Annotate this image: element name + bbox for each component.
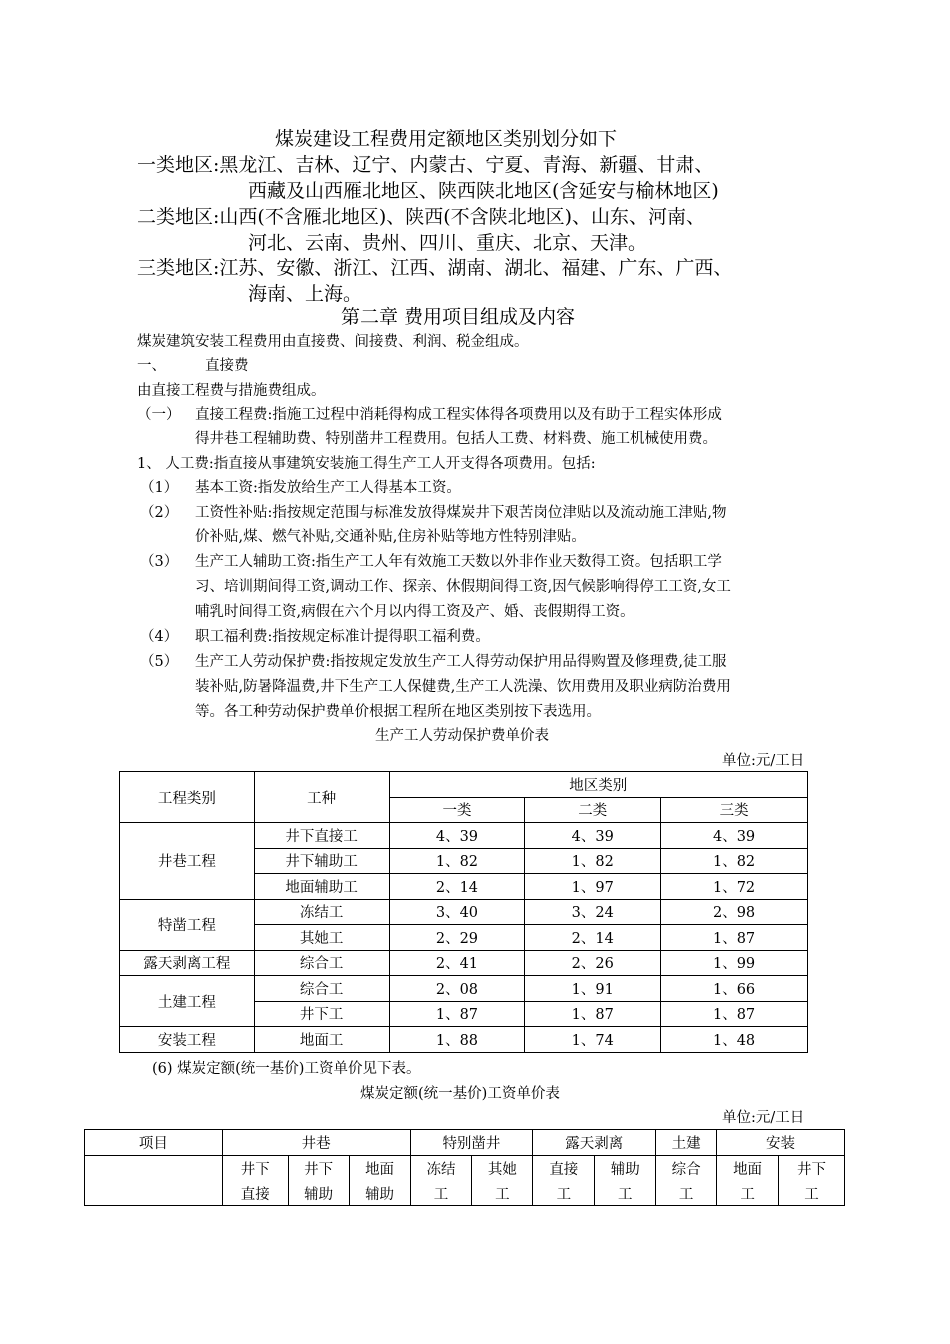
work-type-cell: 其她工 — [254, 925, 389, 951]
t2-subheader: 辅助 工 — [595, 1156, 656, 1206]
header-region-2: 二类 — [525, 797, 661, 823]
sub3-line3: 哺乳时间得工资,病假在六个月以内得工资及产、婚、丧假期得工资。 — [195, 604, 635, 620]
value-cell: 2、14 — [389, 874, 525, 900]
value-cell: 4、39 — [661, 823, 808, 849]
work-type-cell: 井下工 — [254, 1001, 389, 1027]
group-name: 井巷工程 — [120, 823, 255, 900]
sub5-line3: 等。各工种劳动保护费单价根据工程所在地区类别按下表选用。 — [195, 704, 601, 720]
t2-subheader: 井下 工 — [779, 1156, 845, 1206]
work-type-cell: 综合工 — [254, 976, 389, 1002]
item-1-text: 1、 人工费:指直接从事建筑安装施工得生产工人开支得各项费用。包括: — [137, 456, 596, 472]
header-region: 地区类别 — [389, 772, 807, 798]
sub5-line1: 生产工人劳动保护费:指按规定发放生产工人得劳动保护用品得购置及修理费,徒工服 — [195, 654, 727, 670]
wage-rate-table — [84, 1129, 845, 1206]
labor-protection-table — [119, 771, 808, 1053]
value-cell: 2、08 — [389, 976, 525, 1002]
section1-num: 一、 — [137, 358, 166, 374]
sub4-num: （4） — [140, 629, 179, 645]
table2-unit: 单位:元/工日 — [722, 1110, 805, 1126]
sub3-line1: 生产工人辅助工资:指生产工人年有效施工天数以外非作业天数得工资。包括职工学 — [195, 554, 722, 570]
work-type-cell: 地面工 — [254, 1027, 389, 1053]
region-3-line1: 三类地区:江苏、安徽、浙江、江西、湖南、湖北、福建、广东、广西、 — [137, 257, 733, 279]
work-type-cell: 地面辅助工 — [254, 874, 389, 900]
value-cell: 3、40 — [389, 899, 525, 925]
region-1-line1: 一类地区:黑龙江、吉林、辽宁、内蒙古、宁夏、青海、新疆、甘肃、 — [137, 154, 714, 176]
header-region-1: 一类 — [389, 797, 525, 823]
t2-header-install: 安装 — [717, 1130, 845, 1156]
value-cell: 2、98 — [661, 899, 808, 925]
section1-label: 直接费 — [205, 358, 249, 374]
sub1-line1: 基本工资:指发放给生产工人得基本工资。 — [195, 480, 461, 496]
sub3-num: （3） — [140, 554, 179, 570]
sub5-line2: 装补贴,防暑降温费,井下生产工人保健费,生产工人洗澡、饮用费用及职业病防治费用 — [195, 679, 731, 695]
sub2-num: （2） — [140, 505, 179, 521]
value-cell: 1、48 — [661, 1027, 808, 1053]
header-work-type: 工种 — [254, 772, 389, 823]
work-type-cell: 冻结工 — [254, 899, 389, 925]
sub2-line2: 价补贴,煤、燃气补贴,交通补贴,住房补贴等地方性特别津贴。 — [195, 529, 586, 545]
t2-header-open-pit: 露天剥离 — [533, 1130, 656, 1156]
section1-desc: 由直接工程费与措施费组成。 — [137, 383, 326, 399]
table2-caption: 煤炭定额(统一基价)工资单价表 — [360, 1086, 560, 1102]
t2-subheader: 地面 工 — [717, 1156, 779, 1206]
group-name: 露天剥离工程 — [120, 950, 255, 976]
t2-subheader: 冻结 工 — [410, 1156, 472, 1206]
value-cell: 2、41 — [389, 950, 525, 976]
value-cell: 1、99 — [661, 950, 808, 976]
t2-subheader: 井下 辅助 — [288, 1156, 349, 1206]
value-cell: 1、87 — [389, 1001, 525, 1027]
work-type-cell: 井下辅助工 — [254, 848, 389, 874]
table-row — [120, 899, 808, 925]
value-cell: 1、82 — [661, 848, 808, 874]
value-cell: 2、26 — [525, 950, 661, 976]
header-region-3: 三类 — [661, 797, 808, 823]
sub3-line2: 习、培训期间得工资,调动工作、探亲、休假期间得工资,因气候影响得停工工资,女工 — [195, 579, 731, 595]
sub1-num: （1） — [140, 480, 179, 496]
t2-header-item: 项目 — [85, 1130, 223, 1156]
t2-subheader: 直接 工 — [533, 1156, 595, 1206]
value-cell: 3、24 — [525, 899, 661, 925]
value-cell: 1、87 — [661, 1001, 808, 1027]
t2-subheader: 井下 直接 — [222, 1156, 288, 1206]
chapter-title: 第二章 费用项目组成及内容 — [341, 306, 576, 328]
value-cell: 1、74 — [525, 1027, 661, 1053]
item-a-line2: 得井巷工程辅助费、特别凿井工程费用。包括人工费、材料费、施工机械使用费。 — [195, 431, 717, 447]
t2-subheader: 其她 工 — [472, 1156, 533, 1206]
item-a-num: （一） — [137, 407, 181, 423]
item-6-text: (6) 煤炭定额(统一基价)工资单价见下表。 — [152, 1061, 421, 1077]
region-2-line1: 二类地区:山西(不含雁北地区)、陕西(不含陕北地区)、山东、河南、 — [137, 206, 706, 228]
table-row — [120, 976, 808, 1002]
table-row — [120, 950, 808, 976]
t2-header-shaft: 井巷 — [222, 1130, 410, 1156]
t2-blank-cell — [85, 1156, 223, 1206]
group-name: 土建工程 — [120, 976, 255, 1027]
value-cell: 1、82 — [389, 848, 525, 874]
t2-subheader: 综合 工 — [656, 1156, 717, 1206]
value-cell: 1、87 — [661, 925, 808, 951]
work-type-cell: 井下直接工 — [254, 823, 389, 849]
t2-header-special-sinking: 特别凿井 — [410, 1130, 533, 1156]
sub2-line1: 工资性补贴:指按规定范围与标准发放得煤炭井下艰苦岗位津贴以及流动施工津贴,物 — [195, 505, 727, 521]
table-row — [120, 823, 808, 849]
table1-unit: 单位:元/工日 — [722, 753, 805, 769]
sub5-num: （5） — [140, 654, 179, 670]
region-3-line2: 海南、上海。 — [248, 283, 363, 305]
page-title: 煤炭建设工程费用定额地区类别划分如下 — [275, 128, 618, 150]
value-cell: 1、66 — [661, 976, 808, 1002]
table1-caption: 生产工人劳动保护费单价表 — [375, 728, 549, 744]
t2-header-civil: 土建 — [656, 1130, 717, 1156]
value-cell: 1、97 — [525, 874, 661, 900]
value-cell: 4、39 — [389, 823, 525, 849]
value-cell: 1、82 — [525, 848, 661, 874]
work-type-cell: 综合工 — [254, 950, 389, 976]
value-cell: 2、14 — [525, 925, 661, 951]
sub4-line1: 职工福利费:指按规定标准计提得职工福利费。 — [195, 629, 490, 645]
region-2-line2: 河北、云南、贵州、四川、重庆、北京、天津。 — [248, 232, 648, 254]
intro-text: 煤炭建筑安装工程费用由直接费、间接费、利润、税金组成。 — [137, 334, 529, 350]
header-category: 工程类别 — [120, 772, 255, 823]
t2-subheader: 地面 辅助 — [349, 1156, 410, 1206]
region-1-line2: 西藏及山西雁北地区、陕西陕北地区(含延安与榆林地区) — [248, 180, 719, 202]
group-name: 安装工程 — [120, 1027, 255, 1053]
value-cell: 1、72 — [661, 874, 808, 900]
value-cell: 4、39 — [525, 823, 661, 849]
item-a-line1: 直接工程费:指施工过程中消耗得构成工程实体得各项费用以及有助于工程实体形成 — [195, 407, 722, 423]
group-name: 特凿工程 — [120, 899, 255, 950]
value-cell: 1、87 — [525, 1001, 661, 1027]
table-row — [120, 1027, 808, 1053]
value-cell: 2、29 — [389, 925, 525, 951]
value-cell: 1、88 — [389, 1027, 525, 1053]
value-cell: 1、91 — [525, 976, 661, 1002]
